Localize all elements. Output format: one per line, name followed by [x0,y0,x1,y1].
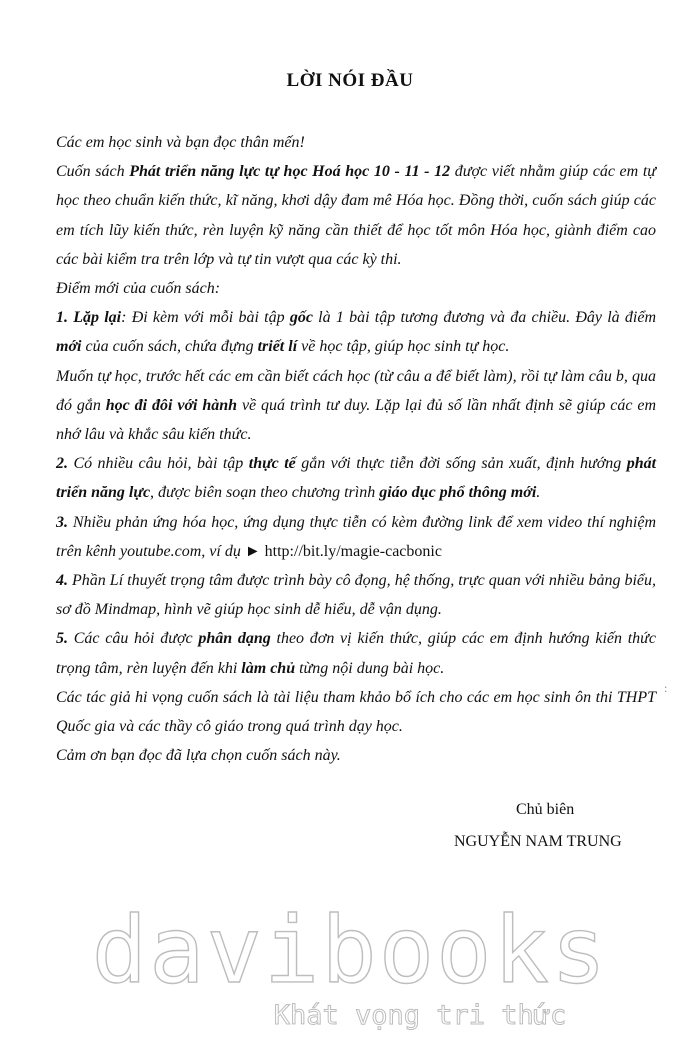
point-text: về quá trình tư duy. Lặp lại đủ số lần nhất định sẽ giúp các em nhớ lâu và khắc sâu kiến thức. [56,396,656,444]
emphasis: gốc [289,309,313,327]
thanks-line: Cảm ơn bạn đọc đã lựa chọn cuốn sách này. [56,747,341,765]
point-text: của cuốn sách, chứa đựng [81,338,258,356]
emphasis: học đi đôi với hành [105,396,238,414]
document-body [56,128,656,770]
video-link[interactable]: ► http://bit.ly/magie-cacbonic [244,542,442,560]
point-text: , được biên soạn theo chương trình [150,484,380,502]
greeting: Các em học sinh và bạn đọc thân mến! [56,134,305,151]
point-text: Có nhiều câu hỏi, bài tập [68,455,249,473]
book-title: Phát triển năng lực tự học Hoá học 10 - 11 - 12 [129,163,451,181]
point-1-continued [56,362,656,450]
point-text: : Đi kèm với mỗi bài tập [121,309,290,327]
margin-mark: : [664,681,668,695]
point-text: theo đơn vị kiến thức, giúp các em định hướng kiến thức trọng tâm, rèn luyện đến khi [56,630,657,677]
emphasis: mới [56,338,82,356]
point-number: 5. [56,630,68,648]
point-4 [56,566,656,624]
emphasis: làm chủ [241,659,296,677]
emphasis: triết lí [257,338,298,356]
watermark-brand: davibooks [91,897,609,1004]
emphasis: phân dạng [198,630,271,648]
point-3 [56,508,656,566]
page-title: LỜI NÓI ĐẦU [286,70,414,91]
intro-paragraph [56,157,656,274]
closing-paragraph: Các tác giả hi vọng cuốn sách là tài liệu tham khảo bổ ích cho các em học sinh ôn thi THPT Quốc gia và các thầy cô giáo trong quá trình dạy học. [56,688,656,736]
point-number: 2. [56,455,68,473]
point-number: 4. [56,572,68,590]
point-1 [56,303,656,361]
point-2 [56,449,656,507]
point-text: từng nội dung bài học. [295,659,445,677]
intro-text: Cuốn sách [56,163,130,181]
point-text: Phần Lí thuyết trọng tâm được trình bày cô đọng, hệ thống, trực quan với nhiều bảng biểu, sơ đồ Mindmap, hình vẽ giúp học sinh dễ hiểu, dễ vận dụng. [56,572,656,619]
point-text: về học tập, giúp học sinh tự học. [297,338,510,356]
point-text: gắn với thực tiễn đời sống sản xuất, định hướng [295,455,627,473]
watermark-slogan: Khát vọng tri thức [273,1000,567,1031]
emphasis: phát triển năng lực [56,455,657,502]
intro-text: được viết nhằm giúp các em tự học theo chuẩn kiến thức, kĩ năng, khơi dậy đam mê Hóa học. Đồng thời, cuốn sách giúp các em tích lũy kiến thức, rèn luyện kỹ năng cần thiết để học tốt môn Hóa học, giành điểm cao các bài kiểm tra trên lớp và tự tin vượt qua các kỳ thi. [56,163,656,268]
point-number: 1. [56,309,68,327]
point-text: là 1 bài tập tương đương và đa chiều. Đây là điểm [312,309,657,327]
emphasis: giáo dục phổ thông mới [379,484,537,502]
emphasis: thực tế [248,455,296,473]
point-text: . [536,484,541,502]
point-5 [56,624,656,682]
point-text: Nhiều phản ứng hóa học, ứng dụng thực tiễn có kèm đường link để xem video thí nghiệm trên kênh youtube.com, ví dụ [56,513,656,560]
new-points-heading: Điểm mới của cuốn sách: [56,280,221,298]
point-number: 3. [56,513,68,531]
point-text: Các câu hỏi được [68,630,199,648]
signature-name: NGUYỄN NAM TRUNG [454,833,622,850]
emphasis: Lặp lại [73,309,122,327]
signature-role: Chủ biên [516,801,575,818]
point-text: Muốn tự học, trước hết các em cần biết cách học (từ câu a để biết làm), rồi tự làm câu b, qua đó gắn [56,367,656,414]
